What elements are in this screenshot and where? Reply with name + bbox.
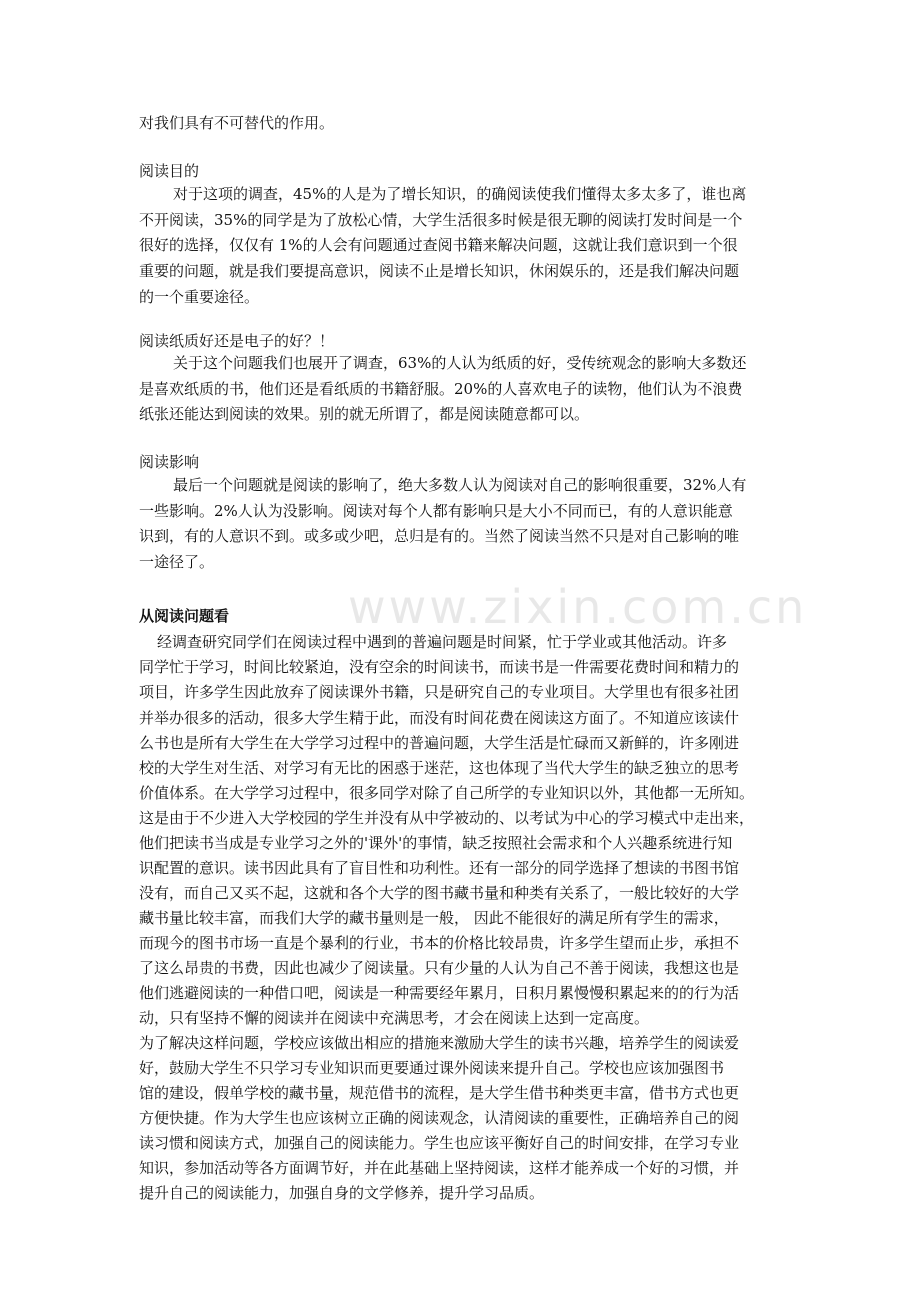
- text-line: 识到，有的人意识不到。或多或少吧，总归是有的。当然了阅读当然不只是对自己影响的唯: [139, 527, 740, 545]
- text-line: 动，只有坚持不懈的阅读并在阅读中充满思考，才会在阅读上达到一定高度。: [139, 1009, 650, 1027]
- text-line: 这是由于不少进入大学校园的学生并没有从中学被动的、以考试为中心的学习模式中走出来，: [139, 809, 755, 827]
- text-line: 读习惯和阅读方式，加强自己的阅读能力。学生也应该平衡好自己的时间安排，在学习专业: [139, 1134, 740, 1152]
- text-line: 藏书量比较丰富，而我们大学的藏书量则是一般， 因此不能很好的满足所有学生的需求，: [139, 909, 729, 927]
- text-line: 一途径了。: [139, 553, 215, 571]
- text-line: 同学忙于学习，时间比较紧迫，没有空余的时间读书，而读书是一件需要花费时间和精力的: [139, 658, 740, 676]
- text-line: 很好的选择，仅仅有 1%的人会有问题通过查阅书籍来解决问题，这就让我们意识到一个很: [139, 236, 738, 254]
- text-line: 他们逃避阅读的一种借口吧，阅读是一种需要经年累月，日积月累慢慢积累起来的的行为活: [139, 984, 740, 1002]
- text-line: 价值体系。在大学学习过程中，很多同学对除了自己所学的专业知识以外，其他都一无所知。: [139, 784, 755, 802]
- text-line: 好，鼓励大学生不只学习专业知识而更要通过课外阅读来提升自己。学校也应该加强图书: [139, 1059, 725, 1077]
- text-line: 对于这项的调查，45%的人是为了增长知识，的确阅读使我们懂得太多太多了，谁也离: [173, 185, 747, 203]
- section-heading-reading-problems: 从阅读问题看: [139, 607, 230, 625]
- text-line: 不开阅读，35%的同学是为了放松心情，大学生活很多时候是很无聊的阅读打发时间是一个: [139, 211, 743, 229]
- section-heading-reading-influence: 阅读影响: [139, 453, 200, 471]
- text-line: 而现今的图书市场一直是个暴利的行业，书本的价格比较昂贵，许多学生望而止步，承担不: [139, 934, 740, 952]
- text-line: 没有，而自己又买不起，这就和各个大学的图书藏书量和种类有关系了，一般比较好的大学: [139, 884, 740, 902]
- text-line: 一些影响。2%人认为没影响。阅读对每个人都有影响只是大小不同而已，有的人意识能意: [139, 502, 733, 520]
- text-line: 识配置的意识。读书因此具有了盲目性和功利性。还有一部分的同学选择了想读的书图书馆: [139, 859, 740, 877]
- text-line: 知识，参加活动等各方面调节好，并在此基础上坚持阅读，这样才能养成一个好的习惯，并: [139, 1159, 740, 1177]
- text-line: 是喜欢纸质的书，他们还是看纸质的书籍舒服。20%的人喜欢电子的读物，他们认为不浪费: [139, 380, 743, 398]
- text-line: 么书也是所有大学生在大学学习过程中的普遍问题，大学生活是忙碌而又新鲜的，许多刚进: [139, 734, 740, 752]
- text-line: 提升自己的阅读能力，加强自身的文学修养，提升学习品质。: [139, 1184, 545, 1202]
- text-line: 的一个重要途径。: [139, 288, 260, 306]
- text-line: 馆的建设，假单学校的藏书量，规范借书的流程，是大学生借书种类更丰富，借书方式也更: [139, 1084, 740, 1102]
- text-line: 关于这个问题我们也展开了调查，63%的人认为纸质的好，受传统观念的影响大多数还: [173, 354, 747, 372]
- text-line: 为了解决这样问题，学校应该做出相应的措施来激励大学生的读书兴趣，培养学生的阅读爱: [139, 1034, 740, 1052]
- text-line: 最后一个问题就是阅读的影响了，绝大多数人认为阅读对自己的影响很重要，32%人有: [173, 476, 747, 494]
- section-heading-reading-purpose: 阅读目的: [139, 162, 200, 180]
- text-line: 方便快捷。作为大学生也应该树立正确的阅读观念，认清阅读的重要性，正确培养自己的阅: [139, 1109, 740, 1127]
- text-line: 经调查研究同学们在阅读过程中遇到的普遍问题是时间紧，忙于学业或其他活动。许多: [157, 633, 728, 651]
- text-line: 重要的问题，就是我们要提高意识，阅读不止是增长知识，休闲娱乐的，还是我们解决问题: [139, 262, 740, 280]
- text-line: 并举办很多的活动，很多大学生精于此，而没有时间花费在阅读这方面了。不知道应该读什: [139, 709, 740, 727]
- text-line: 他们把读书当成是专业学习之外的'课外'的事情，缺乏按照社会需求和个人兴趣系统进行知: [139, 834, 733, 852]
- text-line: 项目，许多学生因此放弃了阅读课外书籍，只是研究自己的专业项目。大学里也有很多社团: [139, 683, 740, 701]
- text-line: 校的大学生对生活、对学习有无比的困惑于迷茫，这也体现了当代大学生的缺乏独立的思考: [139, 759, 740, 777]
- text-line: 纸张还能达到阅读的效果。别的就无所谓了，都是阅读随意都可以。: [139, 405, 590, 423]
- watermark: www.zixin.com.cn: [348, 580, 808, 634]
- text-line: 了这么昂贵的书费，因此也减少了阅读量。只有少量的人认为自己不善于阅读，我想这也是: [139, 959, 740, 977]
- text-line: 对我们具有不可替代的作用。: [139, 114, 335, 132]
- section-heading-paper-vs-digital: 阅读纸质好还是电子的好？！: [139, 332, 335, 350]
